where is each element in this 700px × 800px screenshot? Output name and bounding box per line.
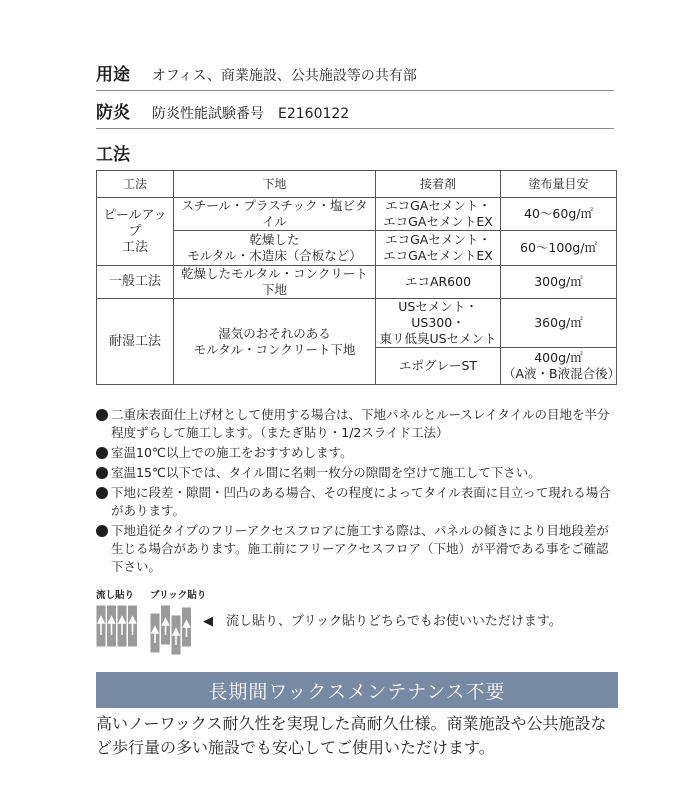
feature-banner: 長期間ワックスメンテナンス不要 [96, 672, 618, 708]
adhesive-cell: エコGAセメント・ エコGAセメントEX [376, 231, 501, 266]
adhesive-cell: エポグレーST [376, 348, 501, 385]
method-peel-up: ピールアップ 工法 [97, 198, 174, 266]
header-substrate: 下地 [174, 171, 376, 198]
straight-pattern [96, 587, 138, 647]
note-text: 室温15℃以下では、タイル間に名刺一枚分の隙間を空けて施工して下さい。 [111, 465, 541, 480]
bullet-icon [96, 409, 108, 421]
amount-cell: 300g/㎡ [501, 266, 617, 299]
bullet-icon [96, 525, 108, 537]
list-item [96, 484, 616, 520]
fire-row [96, 98, 614, 129]
straight-pattern-label: 流し貼り [96, 590, 135, 601]
note-text: 下地に段差・隙間・凹凸のある場合、その程度によってタイル表面に目立って現れる場合があります。 [111, 485, 611, 518]
substrate-cell: 湿気のおそれのある モルタル・コンクリート下地 [174, 299, 376, 385]
bullet-icon [96, 447, 108, 459]
amount-cell: 400g/㎡ （A液・B液混合後） [501, 348, 617, 385]
table-row [97, 299, 617, 348]
substrate-cell: スチール・プラスチック・塩ビタイル [174, 198, 376, 231]
adhesive-cell: エコGAセメント・ エコGAセメントEX [376, 198, 501, 231]
substrate-cell: 乾燥したモルタル・コンクリート下地 [174, 266, 376, 299]
table-header-row [97, 171, 617, 198]
table-row [97, 198, 617, 231]
fire-label: 防炎 [96, 103, 130, 123]
method-title: 工法 [96, 145, 130, 165]
adhesive-cell: USセメント・US300・ 東リ低臭USセメント [376, 299, 501, 348]
list-item [96, 464, 616, 482]
note-text: 二重床表面仕上げ材として使用する場合は、下地パネルとルースレイタイルの目地を半分程度ずらして施工します。（またぎ貼り・1/2スライド工法） [111, 407, 610, 440]
header-method: 工法 [97, 171, 174, 198]
method-general: 一般工法 [97, 266, 174, 299]
table-row [97, 231, 617, 266]
bullet-icon [96, 487, 108, 499]
list-item [96, 406, 616, 442]
header-amount: 塗布量目安 [501, 171, 617, 198]
fire-value: 防炎性能試験番号 E2160122 [152, 106, 350, 122]
pattern-note: ◀ 流し貼り、ブリック貼りどちらでもお使いいただけます。 [203, 614, 562, 629]
bullet-icon [96, 467, 108, 479]
brick-pattern-icon [150, 605, 194, 655]
method-table [96, 170, 621, 385]
notes-list [96, 406, 616, 578]
usage-row [96, 60, 614, 91]
header-adhesive: 接着剤 [376, 171, 501, 198]
adhesive-cell: エコAR600 [376, 266, 501, 299]
substrate-cell: 乾燥した モルタル・木造床（合板など） [174, 231, 376, 266]
list-item [96, 444, 616, 462]
amount-cell: 40〜60g/㎡ [501, 198, 617, 231]
amount-cell: 60〜100g/㎡ [501, 231, 617, 266]
note-text: 下地追従タイプのフリーアクセスフロアに施工する際は、パネルの傾きにより目地段差が生じる場合があります。施工前にフリーアクセスフロア（下地）が平滑である事をご確認下さい。 [111, 523, 609, 574]
table-row [97, 266, 617, 299]
usage-value: オフィス、商業施設、公共施設等の共有部 [152, 68, 417, 84]
list-item [96, 522, 616, 576]
amount-cell: 360g/㎡ [501, 299, 617, 348]
brick-pattern [150, 587, 206, 655]
method-moisture: 耐湿工法 [97, 299, 174, 385]
straight-pattern-icon [96, 605, 138, 647]
feature-description: 高いノーワックス耐久性を実現した高耐久仕様。商業施設や公共施設など歩行量の多い施設でも安心してご使用いただけます。 [96, 714, 607, 757]
usage-label: 用途 [96, 65, 130, 85]
note-text: 室温10℃以上での施工をおすすめします。 [111, 445, 353, 460]
brick-pattern-label: ブリック貼り [150, 590, 207, 601]
